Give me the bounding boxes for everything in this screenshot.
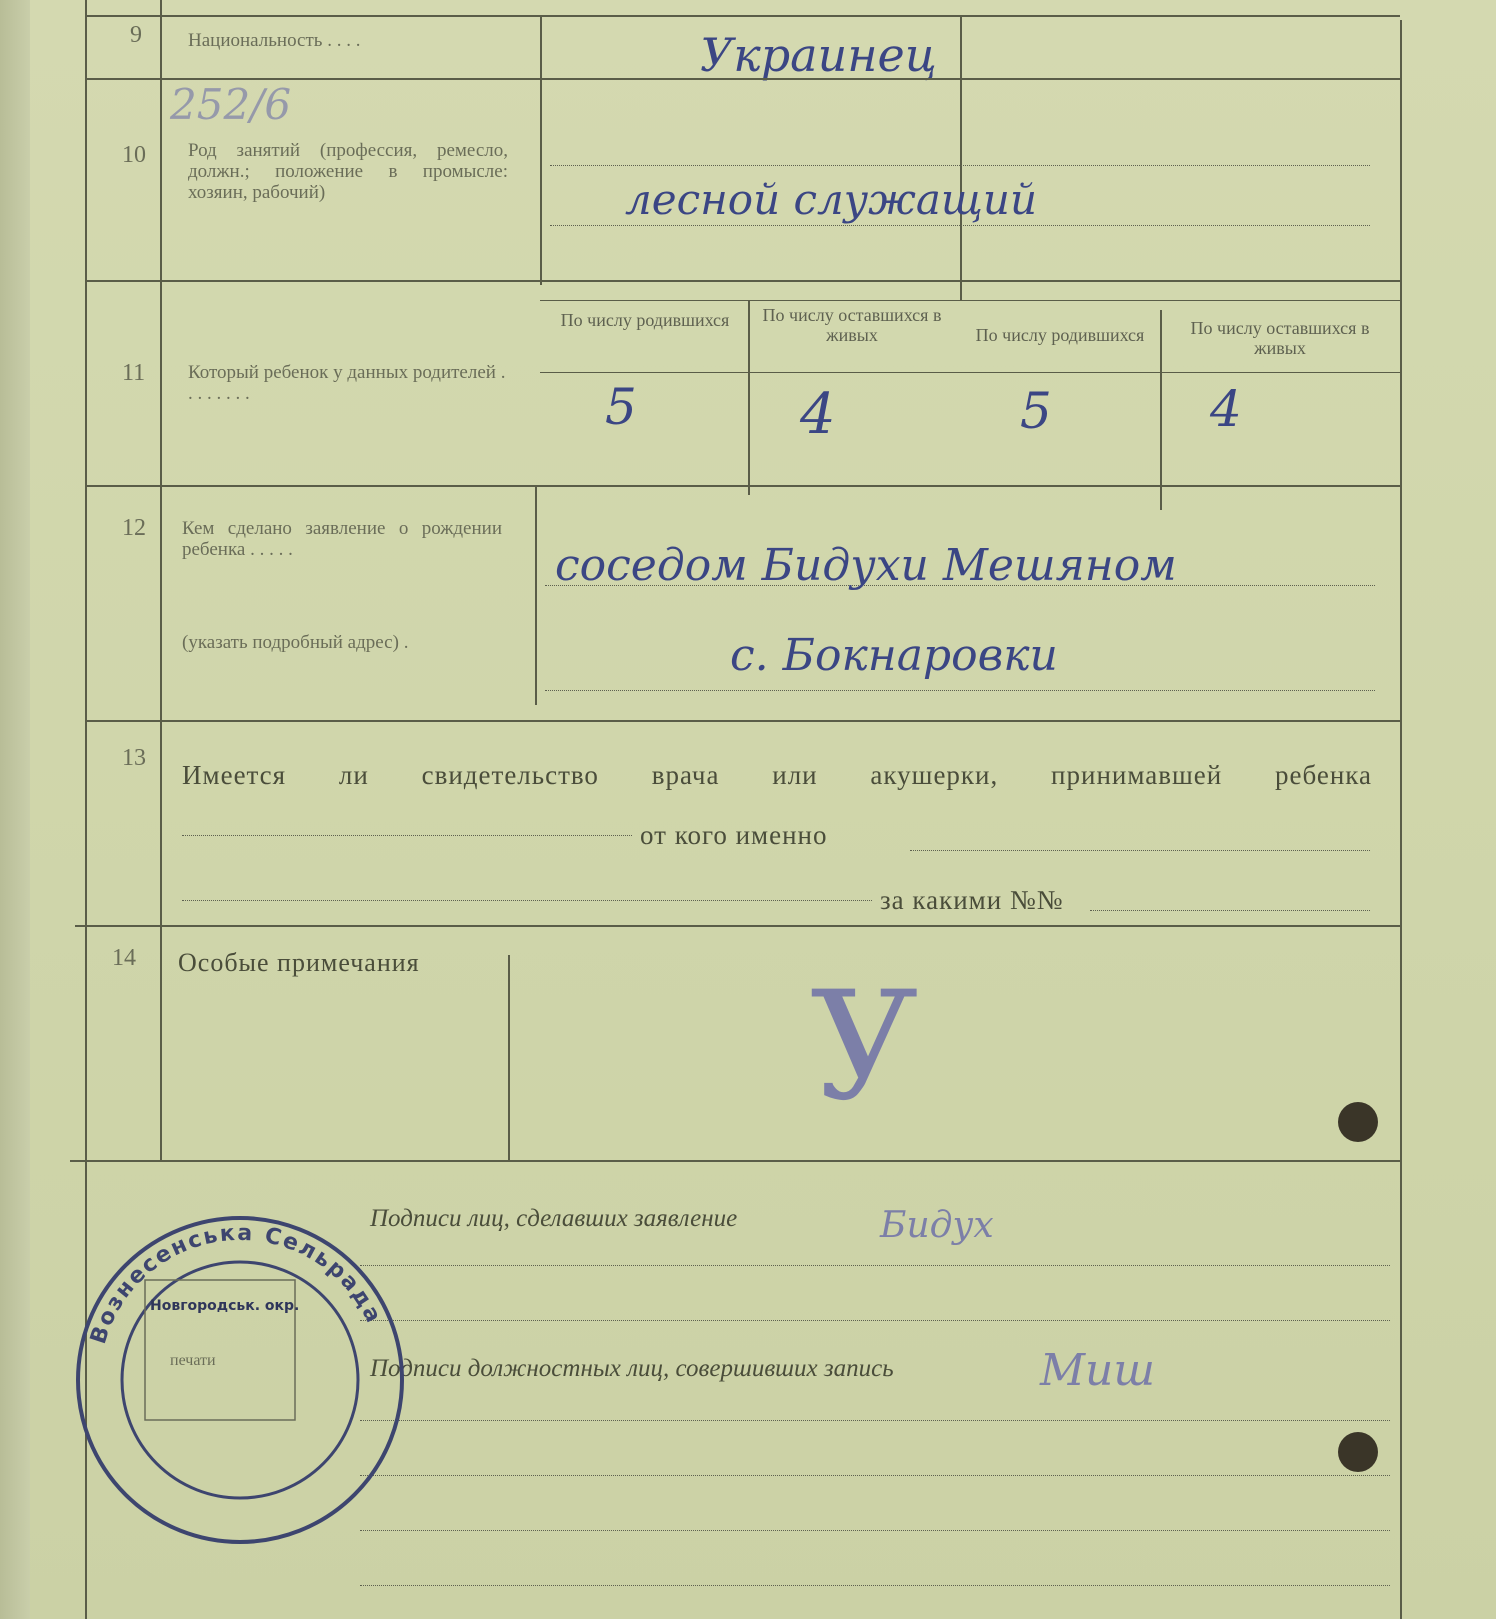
col-divider [1160, 310, 1162, 510]
address-value: с. Бокнаровки [730, 630, 1058, 681]
row9-top-line [85, 15, 1400, 17]
dotted-line [360, 1265, 1390, 1266]
special-notes-label: Особые примечания [178, 948, 420, 977]
header-bottom-line [540, 372, 1400, 373]
row-number: 14 [112, 945, 136, 971]
number-column-line [160, 0, 162, 1160]
value-column-line [540, 15, 542, 285]
signatures-top-line [70, 1160, 1400, 1162]
address-label: (указать подробный адрес) . [182, 632, 409, 653]
applicant-label: Кем сделано заявление о рождении ребенка . . . . . [182, 518, 502, 560]
row-number: 11 [122, 360, 146, 386]
row-number: 9 [130, 22, 142, 48]
header-top-line [540, 300, 1400, 301]
from-whom-label: от кого именно [640, 820, 828, 850]
dotted-line [360, 1420, 1390, 1421]
col-header-alive: По числу оставшихся в живых [1190, 318, 1370, 358]
dotted-line [360, 1475, 1390, 1476]
row14-top-line [75, 925, 1400, 927]
official-signature-label: Подписи должностных лиц, совершивших запись [370, 1355, 894, 1382]
col-header-born: По числу родившихся [560, 310, 730, 330]
applicant-signature: Бидух [880, 1205, 994, 1246]
official-signature: Миш [1040, 1345, 1156, 1396]
special-notes-value: У [810, 960, 919, 1134]
applicant-value: соседом Бидухи Мешяном [555, 540, 1177, 591]
official-seal [70, 1210, 410, 1550]
alive-count-father: 4 [800, 382, 836, 447]
dotted-line [550, 165, 1370, 166]
nationality-value: Украинец [700, 28, 937, 82]
alive-count-mother: 4 [1210, 380, 1242, 438]
dotted-line [545, 690, 1375, 691]
parent-column-line [960, 15, 962, 300]
col-header-alive: По числу оставшихся в живых [762, 305, 942, 345]
dotted-line [360, 1530, 1390, 1531]
value-column-line [508, 955, 510, 1160]
row12-top-line [85, 485, 1400, 487]
dotted-line [182, 900, 872, 901]
dotted-line [1090, 910, 1370, 911]
row13-top-line [85, 720, 1400, 722]
row-number: 10 [122, 142, 146, 168]
dotted-line [360, 1320, 1390, 1321]
numbers-label: за какими №№ [880, 885, 1064, 915]
row-number: 13 [122, 745, 146, 771]
dotted-line [910, 850, 1370, 851]
punch-hole [1338, 1432, 1378, 1472]
row-number: 12 [122, 515, 146, 541]
born-count-father: 5 [605, 378, 637, 436]
value-column-line [535, 485, 537, 705]
col-header-born: По числу родившихся [975, 325, 1145, 345]
occupation-value: лесной служащий [625, 175, 1038, 224]
margin-pencil-note: 252/6 [170, 80, 292, 129]
child-order-label: Который ребенок у данных родителей . . . . . . . . [188, 362, 506, 404]
born-count-mother: 5 [1020, 382, 1052, 440]
dotted-line [182, 835, 632, 836]
certificate-question: Имеется ли свидетельство врача или акушерки, принимавшей ребенка [182, 760, 1372, 790]
dotted-line [550, 225, 1370, 226]
col-divider [748, 300, 750, 495]
occupation-label: Род занятий (профессия, ремесло, должн.; положение в промысле: хозяин, рабочий) [188, 140, 508, 203]
dotted-line [360, 1585, 1390, 1586]
punch-hole [1338, 1102, 1378, 1142]
row11-top-line [85, 280, 1400, 282]
svg-text:печати: печати [170, 1352, 216, 1369]
nationality-label: Национальность . . . . [188, 30, 361, 51]
svg-text:Вознесенська Сельрада: Вознесенська Сельрада [86, 1220, 387, 1347]
svg-text:Новгородськ. окр.: Новгородськ. окр. [150, 1298, 300, 1314]
right-frame-line [1400, 20, 1402, 1619]
binding-edge [0, 0, 30, 1619]
applicant-signature-label: Подписи лиц, сделавших заявление [370, 1205, 738, 1232]
